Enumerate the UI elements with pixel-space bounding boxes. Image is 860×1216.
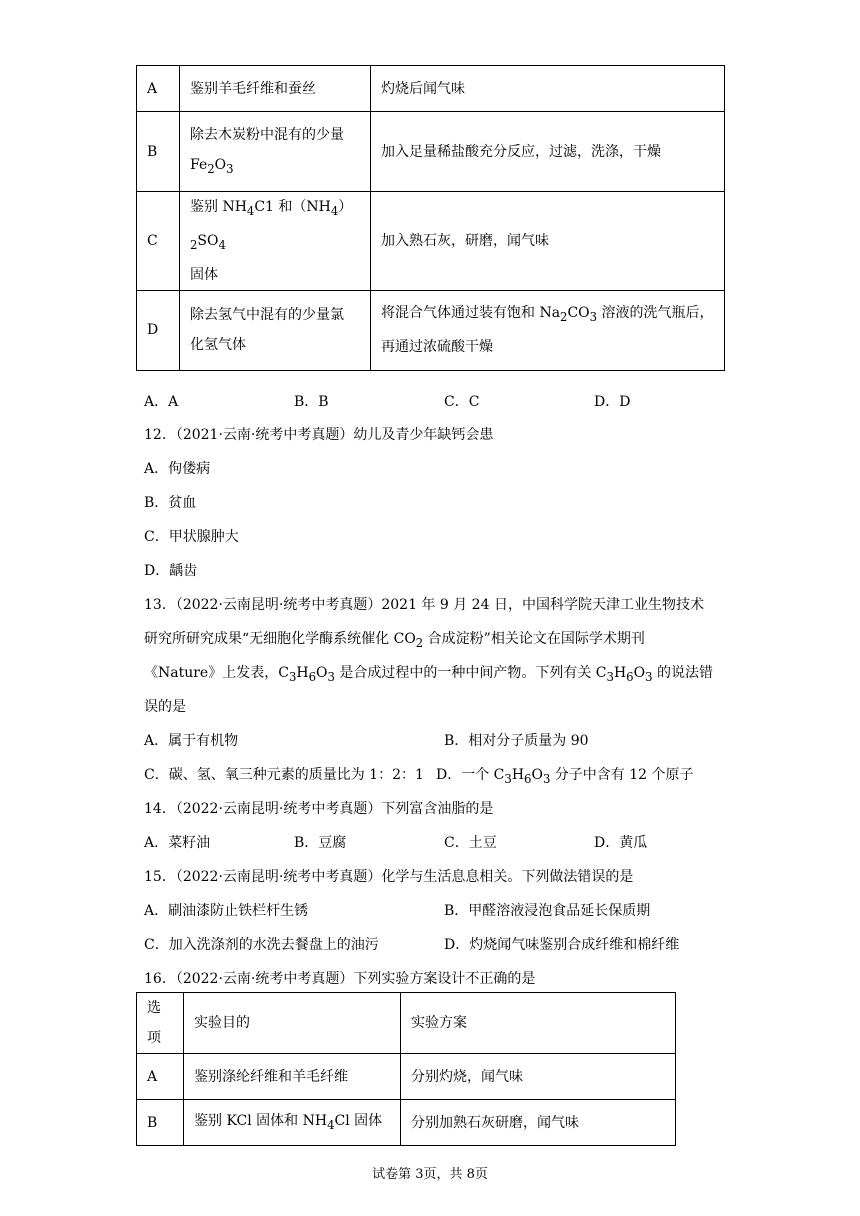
q16-table <box>136 992 676 1146</box>
option-label: A <box>137 66 180 112</box>
q16-stem: 16．（2022·云南·统考中考真题）下列实验方案设计不正确的是 <box>144 971 536 987</box>
q12-option-b: B．贫血 <box>144 495 197 511</box>
q13-option-d: D．一个 $C_3H_6O_3$ 分子中含有 12 个原子 <box>436 767 694 786</box>
method-cell: 分别灼烧，闻气味 <box>401 1054 676 1100</box>
q12-option-a: A．佝偻病 <box>144 461 211 477</box>
purpose-cell: 除去氢气中混有的少量氯 化氢气体 <box>180 290 371 370</box>
method-cell: 加入熟石灰，研磨，闻气味 <box>371 192 725 291</box>
q13-stem-line3: 《Nature》上发表，$C_3H_6O_3$ 是合成过程中的一种中间产物。下列有关 $C_3H_6O_3$ 的说法错 <box>144 665 713 684</box>
q12-option-c: C．甲状腺肿大 <box>144 529 239 545</box>
q12-option-d: D．龋齿 <box>144 563 198 579</box>
table-row <box>137 66 725 112</box>
purpose-cell: 鉴别羊毛纤维和蚕丝 <box>180 66 371 112</box>
option-label: D <box>137 290 180 370</box>
table-row <box>137 192 725 291</box>
q12-stem: 12．（2021·云南·统考中考真题）幼儿及青少年缺钙会患 <box>144 427 494 443</box>
q13-option-b: B．相对分子质量为 90 <box>444 733 589 749</box>
q14-option-b: B．豆腐 <box>294 835 347 851</box>
option-label: B <box>137 1100 184 1146</box>
q13-stem-line2: 研究所研究成果“无细胞化学酶系统催化 $CO_2$ 合成淀粉”相关论文在国际学术期刊 <box>144 631 645 650</box>
q11-option-a: A．A <box>144 394 179 410</box>
q14-option-c: C．土豆 <box>444 835 497 851</box>
q13-option-c: C．碳、氢、氧三种元素的质量比为 1：2：1 <box>144 767 424 783</box>
header-option: 选项 <box>137 993 184 1054</box>
method-cell: 灼烧后闻气味 <box>371 66 725 112</box>
q11-option-b: B．B <box>294 394 329 410</box>
q11-table <box>136 65 725 371</box>
q14-stem: 14．（2022·云南昆明·统考中考真题）下列富含油脂的是 <box>144 801 494 817</box>
option-label: C <box>137 192 180 291</box>
option-label: A <box>137 1054 184 1100</box>
purpose-cell: 鉴别 KCl 固体和 $NH_4Cl$ 固体 <box>184 1100 401 1146</box>
q11-option-d: D．D <box>594 394 631 410</box>
purpose-cell: 鉴别 $NH_4C1$ 和$(NH_4)_2SO_4$ 固体 <box>180 192 371 291</box>
method-cell: 加入足量稀盐酸充分反应，过滤，洗涤，干燥 <box>371 112 725 192</box>
table-header-row <box>137 993 676 1054</box>
q15-option-b: B．甲醛溶液浸泡食品延长保质期 <box>444 903 651 919</box>
q11-option-c: C．C <box>444 394 480 410</box>
method-cell: 分别加熟石灰研磨，闻气味 <box>401 1100 676 1146</box>
option-label: B <box>137 112 180 192</box>
purpose-cell: 鉴别涤纶纤维和羊毛纤维 <box>184 1054 401 1100</box>
q13-option-a: A．属于有机物 <box>144 733 239 749</box>
header-method: 实验方案 <box>401 993 676 1054</box>
q15-option-c: C．加入洗涤剂的水洗去餐盘上的油污 <box>144 937 379 953</box>
q15-option-d: D．灼烧闻气味鉴别合成纤维和棉纤维 <box>444 937 680 953</box>
q14-option-d: D．黄瓜 <box>594 835 648 851</box>
q13-stem-line4: 误的是 <box>144 699 186 715</box>
purpose-cell: 除去木炭粉中混有的少量 $Fe_2O_3$ <box>180 112 371 192</box>
table-row <box>137 290 725 370</box>
q15-option-a: A．刷油漆防止铁栏杆生锈 <box>144 903 309 919</box>
page-footer: 试卷第 3页，共 8页 <box>372 1167 488 1182</box>
method-cell: 将混合气体通过装有饱和 $Na_2CO_3$ 溶液的洗气瓶后， 再通过浓硫酸干燥 <box>371 290 725 370</box>
q14-option-a: A．菜籽油 <box>144 835 211 851</box>
q13-stem-line1: 13．（2022·云南昆明·统考中考真题）2021 年 9 月 24 日，中国科学院天津工业生物技术 <box>144 597 704 613</box>
q15-stem: 15．（2022·云南昆明·统考中考真题）化学与生活息息相关。下列做法错误的是 <box>144 869 634 885</box>
table-row <box>137 1100 676 1146</box>
table-row <box>137 112 725 192</box>
header-purpose: 实验目的 <box>184 993 401 1054</box>
table-row <box>137 1054 676 1100</box>
